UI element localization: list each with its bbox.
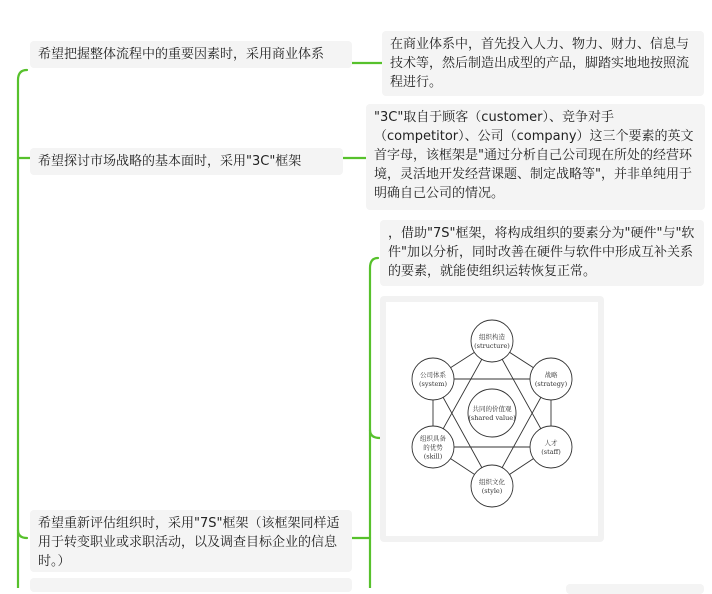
node-skill-label: (skill) — [423, 452, 443, 461]
node-strategy-label: 战略 — [544, 371, 558, 379]
branch-partial-bottom — [30, 578, 352, 592]
branch-7s-framework — [30, 510, 352, 572]
branch-label: 希望探讨市场战略的基本面时，采用"3C"框架 — [38, 154, 302, 169]
detail-business-system — [382, 31, 704, 96]
node-shared-value-label: 共同的价值观 — [472, 405, 512, 413]
branch-business-system — [30, 41, 352, 68]
node-style-label: (style) — [481, 487, 503, 495]
node-structure — [471, 320, 513, 362]
node-style-label: 组织文化 — [479, 478, 505, 486]
node-shared-value-circle — [468, 389, 516, 437]
detail-text: 在商业体系中，首先投入人力、物力、财力、信息与技术等，然后制造出成型的产品，脚踏实地地按照流程进行。 — [390, 37, 690, 90]
branch-label: 希望把握整体流程中的重要因素时，采用商业体系 — [38, 47, 325, 62]
node-structure-label: 组织构造 — [479, 333, 505, 341]
seven-s-diagram — [380, 296, 604, 542]
node-shared-value-label: (shared value) — [468, 414, 516, 422]
node-system — [412, 358, 454, 400]
node-structure-circle — [471, 320, 513, 362]
node-skill — [412, 426, 454, 468]
node-structure-label: (structure) — [474, 342, 510, 350]
detail-partial-bottom — [566, 584, 704, 594]
node-system-circle — [412, 358, 454, 400]
detail-text: "3C"取自于顾客（customer）、竞争对手（competitor）、公司（company）这三个要素的英文首字母，该框架是"通过分析自己公司现在所处的经营环境，灵活地开发经营课题、制定战略等"，并非单纯用于明确自己公司的情况。 — [374, 110, 694, 201]
branch-label: 希望重新评估组织时，采用"7S"框架（该框架同样适用于转变职业或求职活动，以及调查目标企业的信息时。） — [38, 516, 340, 569]
node-style-circle — [471, 465, 513, 507]
node-style — [471, 465, 513, 507]
node-skill-label: 组织具备 — [420, 434, 446, 443]
branch-3c-framework — [30, 148, 343, 175]
node-staff-label: (staff) — [541, 448, 561, 456]
node-strategy-circle — [530, 358, 572, 400]
node-strategy — [530, 358, 572, 400]
detail-7s-framework — [380, 220, 704, 286]
seven-s-figure — [380, 296, 604, 542]
node-shared-value — [468, 389, 516, 437]
node-skill-label: 的优势 — [423, 443, 443, 452]
node-strategy-label: (strategy) — [534, 380, 568, 388]
node-staff-label: 人才 — [544, 439, 558, 447]
detail-3c-framework — [366, 104, 705, 210]
node-system-label: (system) — [418, 380, 448, 388]
detail-text: ，借助"7S"框架，将构成组织的要素分为"硬件"与"软件"加以分析，同时改善在硬件与软件中形成互补关系的要素，就能使组织运转恢复正常。 — [388, 226, 695, 279]
node-system-label: 公司体系 — [420, 371, 446, 379]
node-staff-circle — [530, 426, 572, 468]
node-staff — [530, 426, 572, 468]
